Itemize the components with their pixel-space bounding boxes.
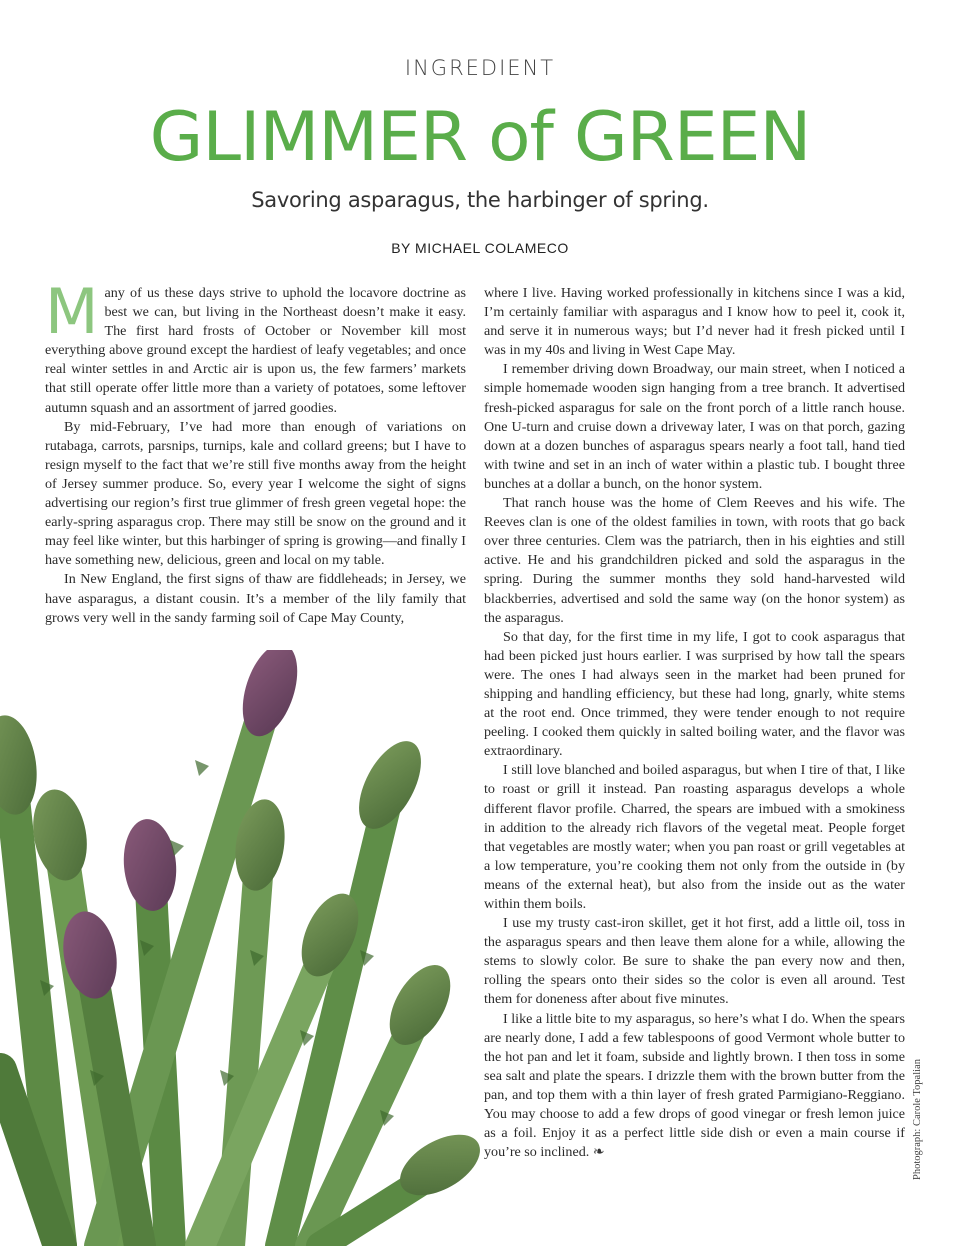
- paragraph-2: By mid-February, I’ve had more than enough of variations on rutabaga, carrots, parsnips, turnips, kale and collard greens; but I have to resign myself to the fact that we’re still five months away from the height of Jersey summer produce. So, every year I welcome the sight of signs advertising our region’s first true glimmer of fresh green vegetal hope: the early-spring asparagus crop. There may still be snow on the ground and it may feel like winter, but this harbinger of spring is growing—and finally I have something new, delicious, green and local on my table.: [45, 418, 466, 569]
- byline: BY MICHAEL COLAMECO: [391, 240, 569, 256]
- paragraph-9: I use my trusty cast-iron skillet, get it hot first, add a little oil, toss in the asparagus spears and then leave them alone for a while, allowing the stems to slowly color. Be sure to shake the pan every now and then, rolling the spears onto their sides so the color is even all around. Test them for doneness after about five minutes.: [484, 915, 905, 1008]
- article-column-right: [484, 284, 905, 1162]
- paragraph-6: That ranch house was the home of Clem Reeves and his wife. The Reeves clan is one of the oldest families in town, with roots that go back over three centuries. Clem was the patriarch, then in his eighties and still active. He and his grandchildren picked and sold the asparagus in the spring. During the summer months they sold hand-harvested wild blackberries, advertised and sold the same way (on the honor system) as the asparagus.: [484, 495, 905, 626]
- paragraph-10-text: I like a little bite to my asparagus, so here’s what I do. When the spears are nearly done, I add a few tablespoons of good Vermont whole butter to the hot pan and let it foam, subside and lightly brown. I then toss in some sea salt and plate the spears. I drizzle them with the brown butter from the pan, and top them with a thin layer of fresh grated Parmigiano-Reggiano. You may choose to add a few drops of good vinegar or fresh lemon juice as a foil. Enjoy it as a perfect little side dish or even a main course if you’re so inclined.: [484, 1010, 905, 1161]
- drop-cap: M: [45, 275, 99, 348]
- paragraph-4: where I live. Having worked professionally in kitchens since I was a kid, I’m certainly familiar with asparagus and I know how to peel it, cook it, and serve it in numerous ways; but I’d never had it fresh picked until I was in my 40s and living in West Cape May.: [484, 285, 905, 359]
- paragraph-7: So that day, for the first time in my life, I got to cook asparagus that had been picked just hours earlier. I was surprised by how tall the spears were. The ones I had always seen in the market had been pruned for shipping and handling efficiency, but these had long, gnarly, white stems at the root end. Once trimmed, they were tender enough to not require peeling. I cooked them quickly in salted boiling water, and the flavor was extraordinary.: [484, 628, 905, 760]
- paragraph-3: In New England, the first signs of thaw are fiddleheads; in Jersey, we have asparagus, a distant cousin. It’s a member of the lily family that grows very well in the sandy farming soil of Cape May County,: [45, 571, 466, 626]
- paragraph-8: I still love blanched and boiled asparagus, but when I tire of that, I like to roast or grill it instead. Pan roasting asparagus develops a whole different flavor profile. Charred, the spears are imbued with a smokiness in addition to the already rich flavors of the vegetal meat. People forget that vegetables are mostly water; when you pan roast or grill vegetables at a low temperature, you’re cooking them not only from the outside in (by means of the external heat), but also from the inside out as the water within them boils.: [484, 762, 905, 912]
- article-column-left: [45, 275, 466, 628]
- end-ornament: ❧: [592, 1144, 605, 1161]
- article-subtitle: Savoring asparagus, the harbinger of spring.: [251, 188, 709, 212]
- paragraph-1-text: any of us these days strive to uphold the locavore doctrine as best we can, but living in the Northeast doesn’t make it easy. The first hard frosts of October or November kill most everything above ground except the hardiest of leafy vegetables; and once real winter settles in and Arctic air is upon us, the few farmers’ markets that still operate offer little more than a variety of potatoes, some leftover autumn squash and an assortment of jarred goodies.: [45, 285, 466, 416]
- section-kicker: INGREDIENT: [404, 56, 556, 80]
- asparagus-photo: [0, 650, 480, 1246]
- article-title: GLIMMER of GREEN: [149, 98, 811, 177]
- paragraph-5: I remember driving down Broadway, our main street, when I noticed a simple homemade wooden sign hanging from a tree branch. It advertised fresh-picked asparagus for sale on the front porch of a little ranch house. One U-turn and cruise down a driveway later, I was on that porch, gazing down at a dozen bunches of asparagus spears nearly a foot tall, hand tied with twine and set in an inch of water within a plastic tub. I bought three bunches at a dollar a bunch, on the honor system.: [484, 361, 905, 492]
- paragraph-10: [484, 1010, 905, 1163]
- paragraph-1: [45, 275, 466, 418]
- photo-credit: Photograph: Carole Topalian: [912, 1059, 923, 1180]
